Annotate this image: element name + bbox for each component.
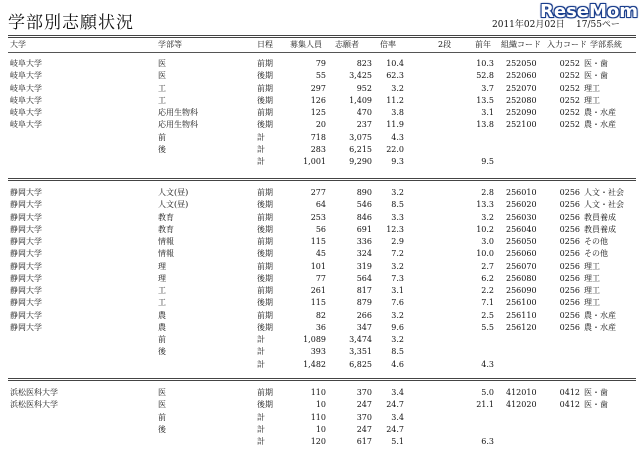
cell-ratio: 3.1 <box>391 286 404 295</box>
cell-university: 静岡大学 <box>10 274 42 283</box>
cell-university: 岐阜大学 <box>10 120 42 129</box>
cell-org-code: 256010 <box>506 188 537 197</box>
cell-ratio: 3.4 <box>391 388 404 397</box>
cell-applicants: 9,290 <box>349 157 372 166</box>
cell-schedule: 前期 <box>257 213 273 222</box>
cell-org-code: 256030 <box>506 213 537 222</box>
cell-prev-year: 4.3 <box>481 360 494 369</box>
cell-capacity: 283 <box>310 145 326 154</box>
cell-capacity: 55 <box>315 71 326 80</box>
cell-capacity: 115 <box>310 237 326 246</box>
cell-applicants: 324 <box>356 249 372 258</box>
cell-prev-year: 3.1 <box>481 108 494 117</box>
cell-faculty: 教育 <box>158 225 174 234</box>
cell-applicants: 879 <box>356 298 372 307</box>
report-date: 2011年02月02日 <box>492 20 565 30</box>
cell-field: 農・水産 <box>584 311 616 320</box>
cell-ratio: 22.0 <box>386 145 404 154</box>
cell-applicants: 470 <box>356 108 372 117</box>
cell-university: 静岡大学 <box>10 298 42 307</box>
page-title: 学部別志願状況 <box>8 13 134 33</box>
cell-faculty: 情報 <box>158 237 174 246</box>
cell-faculty: 工 <box>158 298 166 307</box>
cell-ratio: 3.2 <box>391 188 404 197</box>
cell-field: 医・歯 <box>584 400 608 409</box>
cell-faculty: 後 <box>158 347 166 356</box>
cell-capacity: 261 <box>310 286 326 295</box>
cell-schedule: 後期 <box>257 96 273 105</box>
cell-field: 農・水産 <box>584 323 616 332</box>
cell-faculty: 前 <box>158 335 166 344</box>
cell-input-code: 0256 <box>559 311 580 320</box>
cell-prev-year: 13.8 <box>476 120 494 129</box>
cell-schedule: 後期 <box>257 323 273 332</box>
cell-applicants: 823 <box>356 59 372 68</box>
cell-org-code: 256080 <box>506 274 537 283</box>
cell-ratio: 7.3 <box>391 274 404 283</box>
cell-ratio: 4.3 <box>391 133 404 142</box>
cell-capacity: 10 <box>315 400 326 409</box>
column-header-field: 学部系統 <box>590 40 622 49</box>
cell-input-code: 0256 <box>559 274 580 283</box>
cell-field: 人文・社会 <box>584 200 624 209</box>
cell-university: 岐阜大学 <box>10 108 42 117</box>
cell-applicants: 3,351 <box>349 347 372 356</box>
cell-input-code: 0252 <box>559 71 580 80</box>
cell-capacity: 277 <box>310 188 326 197</box>
cell-ratio: 3.4 <box>391 413 404 422</box>
cell-schedule: 計 <box>257 437 265 446</box>
cell-schedule: 前期 <box>257 108 273 117</box>
cell-capacity: 125 <box>310 108 326 117</box>
cell-schedule: 計 <box>257 360 265 369</box>
cell-prev-year: 3.0 <box>481 237 494 246</box>
cell-applicants: 691 <box>356 225 372 234</box>
cell-university: 静岡大学 <box>10 249 42 258</box>
resemom-logo: ReseMom <box>540 1 639 22</box>
cell-capacity: 36 <box>315 323 326 332</box>
cell-university: 静岡大学 <box>10 225 42 234</box>
cell-faculty: 前 <box>158 133 166 142</box>
cell-input-code: 0256 <box>559 213 580 222</box>
cell-ratio: 3.2 <box>391 311 404 320</box>
cell-ratio: 5.1 <box>391 437 404 446</box>
cell-prev-year: 6.2 <box>481 274 494 283</box>
cell-ratio: 3.2 <box>391 262 404 271</box>
cell-prev-year: 21.1 <box>476 400 494 409</box>
cell-field: 医・歯 <box>584 59 608 68</box>
cell-field: 教員養成 <box>584 225 616 234</box>
cell-org-code: 252050 <box>506 59 537 68</box>
cell-prev-year: 3.7 <box>481 84 494 93</box>
cell-field: 人文・社会 <box>584 188 624 197</box>
cell-ratio: 24.7 <box>386 400 404 409</box>
cell-faculty: 農 <box>158 311 166 320</box>
cell-prev-year: 2.2 <box>481 286 494 295</box>
cell-field: その他 <box>584 237 608 246</box>
cell-org-code: 256090 <box>506 286 537 295</box>
cell-ratio: 11.9 <box>386 120 404 129</box>
cell-org-code: 256070 <box>506 262 537 271</box>
cell-ratio: 9.6 <box>391 323 404 332</box>
cell-schedule: 計 <box>257 413 265 422</box>
cell-ratio: 4.6 <box>391 360 404 369</box>
cell-ratio: 12.3 <box>386 225 404 234</box>
cell-university: 静岡大学 <box>10 311 42 320</box>
cell-faculty: 前 <box>158 413 166 422</box>
cell-applicants: 1,409 <box>349 96 372 105</box>
cell-applicants: 237 <box>356 120 372 129</box>
cell-faculty: 応用生物科 <box>158 120 198 129</box>
column-header-prev-year: 前年 <box>475 40 491 49</box>
column-header-org-code: 組織コード <box>501 40 541 49</box>
cell-faculty: 医 <box>158 59 166 68</box>
cell-ratio: 7.6 <box>391 298 404 307</box>
column-header-applicants: 志願者 <box>335 40 359 49</box>
cell-org-code: 252080 <box>506 96 537 105</box>
cell-input-code: 0256 <box>559 200 580 209</box>
cell-prev-year: 3.2 <box>481 213 494 222</box>
cell-capacity: 101 <box>310 262 326 271</box>
cell-faculty: 後 <box>158 145 166 154</box>
cell-schedule: 後期 <box>257 200 273 209</box>
cell-capacity: 64 <box>315 200 326 209</box>
section-divider <box>8 178 636 181</box>
cell-capacity: 56 <box>315 225 326 234</box>
cell-faculty: 農 <box>158 323 166 332</box>
column-header-input-code: 入力コード <box>547 40 587 49</box>
cell-prev-year: 10.2 <box>476 225 494 234</box>
cell-faculty: 工 <box>158 286 166 295</box>
cell-org-code: 256120 <box>506 323 537 332</box>
cell-prev-year: 2.8 <box>481 188 494 197</box>
cell-capacity: 79 <box>315 59 326 68</box>
cell-org-code: 256060 <box>506 249 537 258</box>
cell-org-code: 252100 <box>506 120 537 129</box>
cell-org-code: 256050 <box>506 237 537 246</box>
cell-capacity: 120 <box>310 437 326 446</box>
cell-faculty: 人文(昼) <box>158 188 189 197</box>
cell-ratio: 8.5 <box>391 347 404 356</box>
cell-capacity: 126 <box>310 96 326 105</box>
cell-applicants: 6,215 <box>349 145 372 154</box>
cell-input-code: 0256 <box>559 188 580 197</box>
column-header-stage2: 2段 <box>438 40 452 49</box>
cell-university: 静岡大学 <box>10 323 42 332</box>
cell-faculty: 医 <box>158 400 166 409</box>
cell-schedule: 前期 <box>257 237 273 246</box>
cell-schedule: 後期 <box>257 71 273 80</box>
header-rule-top <box>8 35 636 38</box>
cell-org-code: 252070 <box>506 84 537 93</box>
cell-prev-year: 10.3 <box>476 59 494 68</box>
cell-applicants: 370 <box>356 388 372 397</box>
column-header-capacity: 募集人員 <box>290 40 322 49</box>
cell-prev-year: 2.7 <box>481 262 494 271</box>
cell-capacity: 1,001 <box>303 157 326 166</box>
cell-field: 理工 <box>584 262 600 271</box>
column-header-faculty: 学部等 <box>158 40 182 49</box>
cell-schedule: 前期 <box>257 311 273 320</box>
cell-applicants: 6,825 <box>349 360 372 369</box>
cell-applicants: 890 <box>356 188 372 197</box>
cell-applicants: 370 <box>356 413 372 422</box>
cell-field: 農・水産 <box>584 120 616 129</box>
cell-faculty: 医 <box>158 71 166 80</box>
cell-ratio: 3.3 <box>391 213 404 222</box>
cell-prev-year: 5.5 <box>481 323 494 332</box>
cell-schedule: 後期 <box>257 249 273 258</box>
cell-field: 理工 <box>584 274 600 283</box>
cell-ratio: 62.3 <box>386 71 404 80</box>
cell-field: 教員養成 <box>584 213 616 222</box>
cell-field: その他 <box>584 249 608 258</box>
cell-capacity: 10 <box>315 425 326 434</box>
cell-field: 農・水産 <box>584 108 616 117</box>
cell-university: 岐阜大学 <box>10 96 42 105</box>
cell-capacity: 393 <box>310 347 326 356</box>
cell-faculty: 情報 <box>158 249 174 258</box>
cell-org-code: 252090 <box>506 108 537 117</box>
cell-faculty: 理 <box>158 274 166 283</box>
cell-university: 静岡大学 <box>10 286 42 295</box>
cell-prev-year: 52.8 <box>476 71 494 80</box>
cell-university: 静岡大学 <box>10 200 42 209</box>
cell-applicants: 952 <box>356 84 372 93</box>
column-header-university: 大学 <box>10 40 26 49</box>
cell-schedule: 前期 <box>257 84 273 93</box>
cell-ratio: 9.3 <box>391 157 404 166</box>
cell-applicants: 247 <box>356 400 372 409</box>
cell-applicants: 617 <box>356 437 372 446</box>
cell-schedule: 計 <box>257 335 265 344</box>
cell-org-code: 412020 <box>506 400 537 409</box>
cell-input-code: 0256 <box>559 286 580 295</box>
cell-faculty: 工 <box>158 96 166 105</box>
cell-capacity: 110 <box>310 388 326 397</box>
cell-prev-year: 13.3 <box>476 200 494 209</box>
cell-capacity: 82 <box>315 311 326 320</box>
cell-faculty: 医 <box>158 388 166 397</box>
cell-org-code: 256020 <box>506 200 537 209</box>
cell-ratio: 10.4 <box>386 59 404 68</box>
cell-input-code: 0256 <box>559 249 580 258</box>
cell-university: 岐阜大学 <box>10 71 42 80</box>
cell-input-code: 0256 <box>559 262 580 271</box>
cell-prev-year: 13.5 <box>476 96 494 105</box>
cell-capacity: 20 <box>315 120 326 129</box>
cell-faculty: 応用生物科 <box>158 108 198 117</box>
cell-org-code: 256040 <box>506 225 537 234</box>
cell-ratio: 11.2 <box>386 96 404 105</box>
cell-org-code: 252060 <box>506 71 537 80</box>
cell-field: 理工 <box>584 84 600 93</box>
cell-applicants: 3,474 <box>349 335 372 344</box>
cell-schedule: 後期 <box>257 274 273 283</box>
cell-schedule: 計 <box>257 425 265 434</box>
cell-capacity: 253 <box>310 213 326 222</box>
cell-university: 静岡大学 <box>10 213 42 222</box>
cell-field: 理工 <box>584 96 600 105</box>
cell-prev-year: 2.5 <box>481 311 494 320</box>
cell-prev-year: 5.0 <box>481 388 494 397</box>
cell-field: 理工 <box>584 286 600 295</box>
cell-university: 静岡大学 <box>10 188 42 197</box>
cell-university: 静岡大学 <box>10 262 42 271</box>
cell-ratio: 8.5 <box>391 200 404 209</box>
cell-faculty: 教育 <box>158 213 174 222</box>
cell-schedule: 前期 <box>257 388 273 397</box>
header-rule-bottom <box>8 52 636 53</box>
cell-org-code: 412010 <box>506 388 537 397</box>
cell-prev-year: 10.0 <box>476 249 494 258</box>
cell-ratio: 24.7 <box>386 425 404 434</box>
cell-schedule: 前期 <box>257 262 273 271</box>
cell-applicants: 247 <box>356 425 372 434</box>
cell-capacity: 110 <box>310 413 326 422</box>
cell-applicants: 336 <box>356 237 372 246</box>
cell-prev-year: 9.5 <box>481 157 494 166</box>
cell-capacity: 77 <box>315 274 326 283</box>
cell-applicants: 3,425 <box>349 71 372 80</box>
cell-schedule: 前期 <box>257 286 273 295</box>
cell-applicants: 266 <box>356 311 372 320</box>
cell-schedule: 前期 <box>257 188 273 197</box>
cell-org-code: 256100 <box>506 298 537 307</box>
cell-university: 浜松医科大学 <box>10 388 58 397</box>
cell-field: 医・歯 <box>584 388 608 397</box>
cell-university: 静岡大学 <box>10 237 42 246</box>
column-header-ratio: 倍率 <box>380 40 396 49</box>
cell-prev-year: 7.1 <box>481 298 494 307</box>
cell-schedule: 後期 <box>257 400 273 409</box>
cell-input-code: 0252 <box>559 108 580 117</box>
cell-capacity: 115 <box>310 298 326 307</box>
cell-faculty: 工 <box>158 84 166 93</box>
cell-capacity: 1,089 <box>303 335 326 344</box>
cell-applicants: 846 <box>356 213 372 222</box>
cell-applicants: 319 <box>356 262 372 271</box>
cell-ratio: 3.2 <box>391 335 404 344</box>
cell-input-code: 0252 <box>559 120 580 129</box>
cell-university: 岐阜大学 <box>10 59 42 68</box>
cell-applicants: 3,075 <box>349 133 372 142</box>
cell-schedule: 後期 <box>257 298 273 307</box>
cell-input-code: 0256 <box>559 237 580 246</box>
cell-input-code: 0256 <box>559 225 580 234</box>
cell-org-code: 256110 <box>506 311 537 320</box>
cell-capacity: 718 <box>310 133 326 142</box>
cell-schedule: 後期 <box>257 120 273 129</box>
cell-schedule: 前期 <box>257 59 273 68</box>
cell-input-code: 0412 <box>559 400 580 409</box>
cell-capacity: 1,482 <box>303 360 326 369</box>
cell-ratio: 3.8 <box>391 108 404 117</box>
column-header-schedule: 日程 <box>257 40 273 49</box>
cell-input-code: 0252 <box>559 59 580 68</box>
cell-ratio: 2.9 <box>391 237 404 246</box>
cell-capacity: 45 <box>315 249 326 258</box>
cell-applicants: 817 <box>356 286 372 295</box>
cell-schedule: 後期 <box>257 225 273 234</box>
cell-input-code: 0252 <box>559 84 580 93</box>
cell-university: 岐阜大学 <box>10 84 42 93</box>
cell-schedule: 計 <box>257 133 265 142</box>
cell-input-code: 0412 <box>559 388 580 397</box>
section-divider <box>8 378 636 381</box>
cell-input-code: 0252 <box>559 96 580 105</box>
cell-prev-year: 6.3 <box>481 437 494 446</box>
cell-input-code: 0256 <box>559 298 580 307</box>
cell-faculty: 人文(昼) <box>158 200 189 209</box>
cell-university: 浜松医科大学 <box>10 400 58 409</box>
cell-applicants: 347 <box>356 323 372 332</box>
cell-applicants: 546 <box>356 200 372 209</box>
cell-ratio: 3.2 <box>391 84 404 93</box>
cell-schedule: 計 <box>257 157 265 166</box>
cell-input-code: 0256 <box>559 323 580 332</box>
page-number: 17/55ペー <box>576 20 620 30</box>
cell-ratio: 7.2 <box>391 249 404 258</box>
cell-applicants: 564 <box>356 274 372 283</box>
cell-faculty: 後 <box>158 425 166 434</box>
cell-field: 理工 <box>584 298 600 307</box>
cell-schedule: 計 <box>257 347 265 356</box>
cell-field: 医・歯 <box>584 71 608 80</box>
cell-schedule: 計 <box>257 145 265 154</box>
cell-capacity: 297 <box>310 84 326 93</box>
cell-faculty: 理 <box>158 262 166 271</box>
